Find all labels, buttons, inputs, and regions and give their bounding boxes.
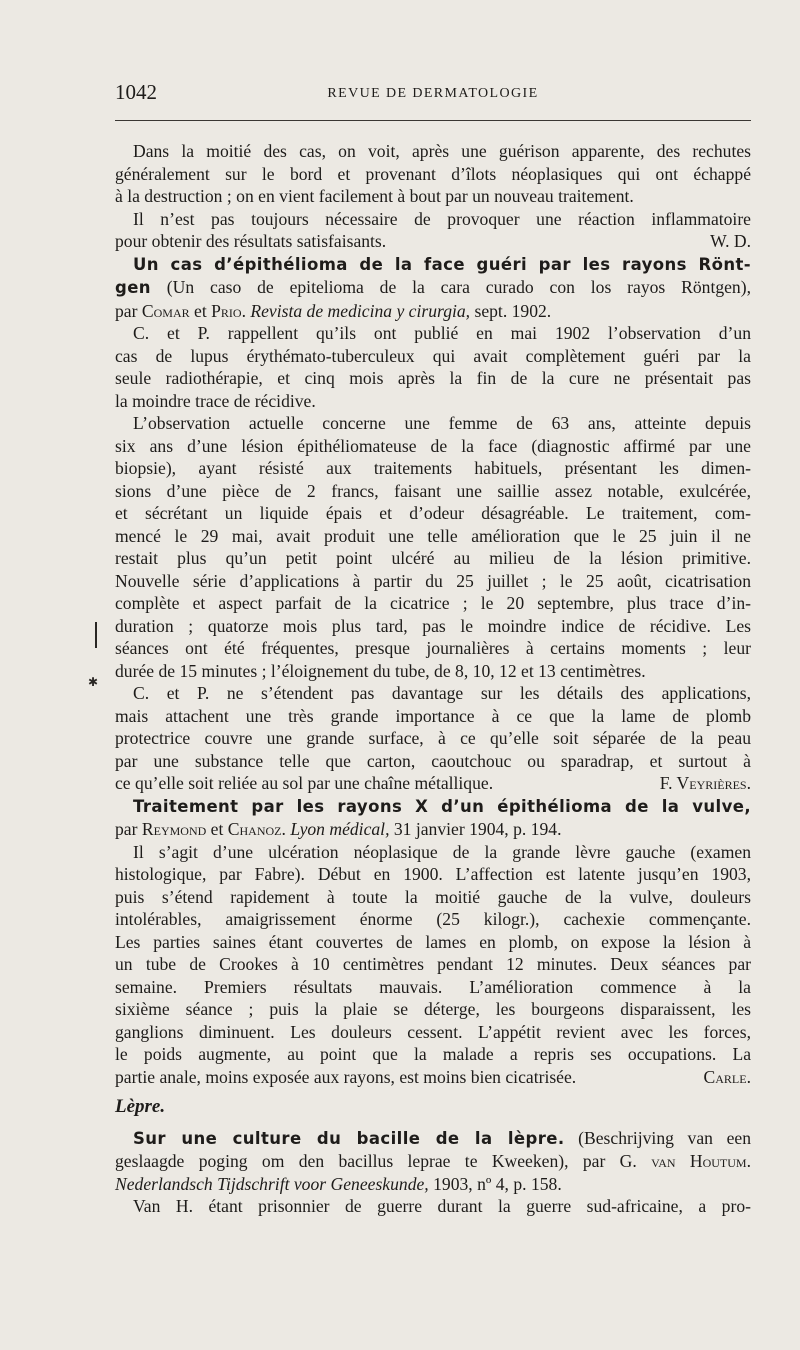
text-line: sixième séance ; puis la plaie se déterge, les bourgeons disparaissent, les (115, 999, 751, 1019)
text-line: le poids augmente, au point que la malade a repris ses occupations. La (115, 1044, 751, 1064)
page-number: 1042 (115, 80, 157, 104)
citation-text: par (115, 300, 142, 321)
citation-text: par (115, 819, 142, 839)
line-text: ce qu’elle soit reliée au sol par une chaîne métallique. (115, 773, 494, 793)
citation (115, 1173, 751, 1196)
text-line: protectrice couvre une grande surface, à ce qu’elle soit séparée de la peau (115, 728, 751, 748)
text-line: durée de 15 minutes ; l’éloignement du tube, de 8, 10, 12 et 13 centimètres. (115, 660, 646, 681)
article-title-text: Traitement par les rayons X d’un épithélioma de la vulve, (133, 796, 751, 816)
text-line (115, 1066, 751, 1089)
text-body (115, 140, 751, 1218)
citation-text: et (206, 819, 228, 839)
author-name: Comar (141, 300, 190, 321)
article-title-text: Un cas d’épithélioma de la face guéri par les rayons Rönt- (133, 254, 751, 274)
text-line: L’observation actuelle concerne une femme de 63 ans, atteinte depuis (133, 413, 751, 433)
text-line: Il s’agit d’une ulcération néoplasique de la grande lèvre gauche (examen (133, 841, 751, 862)
running-title: REVUE DE DERMATOLOGIE (327, 86, 539, 101)
text-line: Dans la moitié des cas, on voit, après une guérison apparente, des rechutes (133, 141, 751, 161)
author-name: Prio (211, 300, 242, 321)
text-line: C. et P. rappellent qu’ils ont publié en mai 1902 l’observation d’un (133, 323, 751, 343)
signature: W. D. (710, 231, 751, 251)
text-line: Les parties saines étant couvertes de lames en plomb, on expose la lésion à (115, 931, 751, 952)
margin-asterisk: ✱ (88, 675, 99, 689)
text-line: seule radiothérapie, et cinq mois après la fin de la cure ne présentait pas (115, 368, 751, 388)
text-line: sions d’une pièce de 2 francs, faisant une saillie assez notable, exulcérée, (115, 480, 751, 501)
article-subtitle (115, 276, 751, 300)
author-name: van Houtum. (651, 1151, 751, 1171)
text-line: puis s’étend rapidement à toute la moitié gauche de la vulve, douleurs (115, 886, 751, 907)
text-line: intolérables, amaigrissement énorme (25 kilogr.), cachexie commençante. (115, 909, 751, 929)
citation-date: 31 janvier 1904, p. 194. (389, 819, 562, 839)
text-line: à la destruction ; on en vient facilement à bout par un nouveau traitement. (115, 186, 634, 206)
article-title (115, 253, 751, 277)
signature: F. Veyrières. (659, 773, 751, 793)
line-text: partie anale, moins exposée aux rayons, est moins bien cicatrisée. (115, 1066, 577, 1087)
journal-name: Nederlandsch Tijdschrift voor Geneeskunde, (115, 1173, 429, 1194)
text-line: par une substance telle que carton, caoutchouc ou sparadrap, et surtout à (115, 750, 751, 771)
article-title (115, 795, 751, 819)
citation (115, 818, 751, 841)
text-line: Van H. étant prisonnier de guerre durant la guerre sud-africaine, a pro- (133, 1196, 751, 1216)
header-rule (115, 120, 751, 121)
author-name: Reymond (141, 819, 207, 839)
citation-date: 1903, nº 4, p. 158. (428, 1173, 562, 1194)
subtitle-text: (Beschrijving van een (564, 1127, 751, 1148)
text-line: mencé le 29 mai, avait produit une telle amélioration que le 25 juin il ne (115, 525, 751, 546)
text-line: complète et aspect parfait de la cicatrice ; le 20 septembre, plus trace d’in- (115, 593, 751, 613)
journal-name: Lyon médical, (290, 819, 390, 839)
text-line: la moindre trace de récidive. (115, 390, 316, 411)
text-line: duration ; quatorze mois plus tard, pas le moindre indice de récidive. Les (115, 615, 751, 636)
text-line: ganglions diminuent. Les douleurs cessent. L’appétit revient avec les forces, (115, 1021, 751, 1042)
citation-text: geslaagde poging om den bacillus leprae te Kweeken), par G. (115, 1151, 652, 1171)
text-line: séances ont été fréquentes, presque journalières à certains moments ; leur (115, 638, 751, 658)
text-line: un tube de Crookes à 10 centimètres pendant 12 minutes. Deux séances par (115, 954, 751, 974)
line-text: pour obtenir des résultats satisfaisants. (115, 231, 387, 251)
signature: Carle. (703, 1066, 751, 1087)
citation (115, 1150, 751, 1173)
margin-mark (95, 622, 97, 648)
text-line: Il n’est pas toujours nécessaire de provoquer une réaction inflammatoire (133, 208, 751, 229)
citation-date: sept. 1902. (470, 300, 552, 321)
text-line: restait plus qu’un petit point ulcéré au milieu de la lésion primitive. (115, 548, 751, 568)
text-line: biopsie), ayant résisté aux traitements habituels, présentant les dimen- (115, 458, 751, 478)
text-line: Nouvelle série d’applications à partir du 25 juillet ; le 25 août, cicatrisation (115, 570, 751, 591)
citation-text: . (281, 819, 291, 839)
text-line: semaine. Premiers résultats mauvais. L’amélioration commence à la (115, 976, 751, 997)
citation-text: . (241, 300, 251, 321)
text-line: C. et P. ne s’étendent pas davantage sur les détails des applications, (133, 683, 751, 703)
subtitle-text: (Un caso de epitelioma de la cara curado con los rayos Röntgen), (150, 277, 751, 297)
text-line: histologique, par Fabre). Début en 1900. L’affection est latente jusqu’en 1903, (115, 864, 751, 884)
text-line: cas de lupus érythémato-tuberculeux qui avait complètement guéri par la (115, 345, 751, 366)
text-line (115, 772, 751, 795)
text-line: six ans d’une lésion épithéliomateuse de la face (diagnostic affirmé par une (115, 435, 751, 456)
page-header (115, 80, 751, 110)
article-title-text: Sur une culture du bacille de la lèpre. (133, 1128, 565, 1148)
article-title-text: gen (115, 278, 151, 297)
text-line (115, 230, 751, 253)
citation-text: et (189, 300, 212, 321)
section-heading: Lèpre. (115, 1096, 166, 1117)
citation (115, 300, 751, 323)
article-title (115, 1127, 751, 1151)
text-line: et sécrétant un liquide épais et d’odeur désagréable. Le traitement, com- (115, 503, 751, 523)
text-line: généralement sur le bord et provenant d’îlots néoplasiques qui ont échappé (115, 163, 751, 184)
journal-name: Revista de medicina y cirurgia, (250, 300, 471, 321)
text-line: mais attachent une très grande importance à ce que la lame de plomb (115, 705, 751, 726)
author-name: Chanoz (227, 819, 282, 839)
